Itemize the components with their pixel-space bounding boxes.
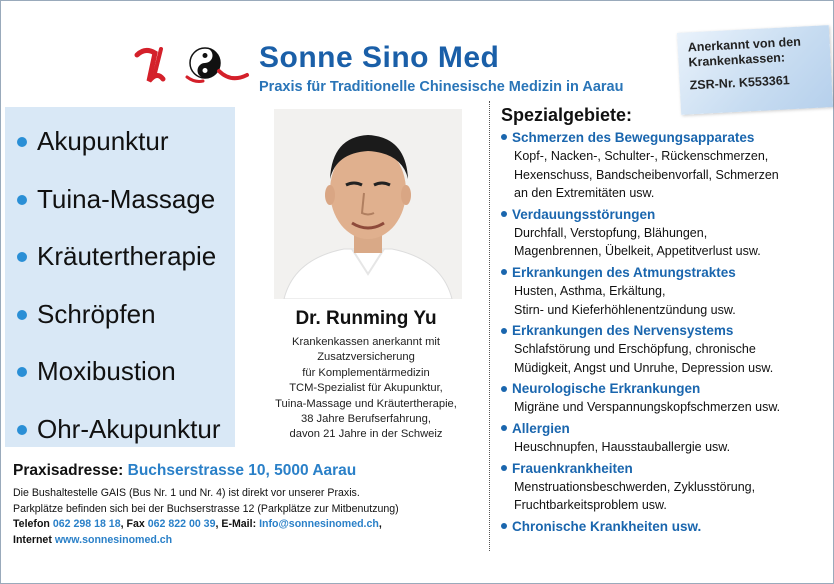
specialty-title: Erkrankungen des Atmungstraktes — [512, 264, 736, 280]
phone-link[interactable]: 062 298 18 18 — [52, 518, 121, 530]
specialty-line: Schlafstörung und Erschöpfung, chronische — [514, 342, 756, 357]
bus-info: Die Bushaltestelle GAIS (Bus Nr. 1 und Nr. 4) ist direkt vor unserer Praxis. — [13, 487, 360, 499]
specialty-title: Allergien — [512, 420, 570, 436]
bullet-icon — [17, 367, 27, 377]
badge-line-2: Krankenkassen: — [688, 50, 786, 70]
address-label: Praxisadresse: — [13, 462, 124, 479]
website-link[interactable]: www.sonnesinomed.ch — [54, 533, 173, 546]
list-item — [17, 351, 235, 409]
service-label: Tuina-Massage — [37, 183, 216, 214]
fax-number: 062 822 00 39 — [147, 518, 216, 530]
bullet-icon — [17, 425, 27, 435]
page-title: Sonne Sino Med — [259, 41, 500, 74]
address-line — [13, 462, 483, 480]
specialty-item — [499, 420, 829, 457]
specialties-heading: Spezialgebiete: — [501, 105, 633, 125]
specialty-item — [499, 322, 829, 377]
specialty-line: Kopf-, Nacken-, Schulter-, Rückenschmerzen, — [514, 149, 769, 163]
specialty-line: Migräne und Verspannungskopfschmerzen usw. — [514, 400, 781, 415]
bullet-icon — [17, 137, 27, 147]
doctor-line: Krankenkassen anerkannt mit — [291, 336, 440, 348]
specialty-line: Menstruationsbeschwerden, Zyklusstörung, — [514, 479, 756, 494]
specialty-item — [499, 129, 829, 203]
specialty-line: Stirn- und Kieferhöhlenentzündung usw. — [514, 302, 736, 317]
doctor-line: für Komplementärmedizin — [302, 366, 430, 379]
specialty-item — [499, 380, 829, 417]
insurance-badge — [677, 25, 833, 115]
bullet-icon — [501, 269, 507, 275]
bullet-icon — [501, 134, 507, 140]
logo-icon — [131, 41, 251, 85]
specialty-title: Chronische Krankheiten usw. — [512, 518, 702, 534]
doctor-line: Zusatzversicherung — [317, 351, 415, 364]
specialty-line: Müdigkeit, Angst und Unruhe, Depression usw. — [514, 360, 774, 375]
specialty-title: Verdauungsstörungen — [512, 206, 656, 222]
specialty-item — [499, 264, 829, 319]
contact-line: Telefon 062 298 18 18, Fax 062 822 00 39, E-Mail: Info@sonnesinomed.ch, — [13, 518, 382, 530]
email-link[interactable]: Info@sonnesinomed.ch — [259, 518, 379, 530]
specialty-line: Magenbrennen, Übelkeit, Appetitverlust usw. — [514, 244, 761, 259]
bullet-icon — [17, 195, 27, 205]
bullet-icon — [501, 523, 507, 529]
list-item — [17, 409, 235, 467]
column-divider — [489, 101, 490, 551]
list-item — [17, 121, 235, 179]
service-label: Akupunktur — [37, 126, 169, 156]
internet-line — [13, 533, 483, 549]
doctor-name: Dr. Runming Yu — [295, 308, 437, 329]
services-list — [5, 107, 235, 447]
page-subtitle: Praxis für Traditionelle Chinesische Medizin in Aarau — [259, 79, 624, 95]
doctor-photo — [274, 109, 462, 299]
bullet-icon — [501, 425, 507, 431]
address-block — [13, 462, 483, 548]
bullet-icon — [501, 211, 507, 217]
specialty-line: Heuschnupfen, Hausstauballergie usw. — [514, 439, 731, 454]
bullet-icon — [501, 328, 507, 334]
specialty-line: Durchfall, Verstopfung, Blähungen, — [514, 225, 708, 240]
specialties-list — [499, 129, 829, 539]
specialty-title: Schmerzen des Bewegungsapparates — [512, 130, 755, 145]
service-label: Ohr-Akupunktur — [37, 413, 221, 444]
bullet-icon — [501, 465, 507, 471]
specialty-title: Frauenkrankheiten — [512, 460, 633, 476]
specialty-item — [499, 206, 829, 261]
doctor-line: Tuina-Massage und Kräutertherapie, — [275, 397, 457, 410]
email-label: E-Mail — [221, 518, 253, 530]
list-item — [17, 236, 235, 294]
list-item — [17, 294, 235, 352]
parking-info: Parkplätze befinden sich bei der Buchserstrasse 12 (Parkplätze zur Mitbenutzung) — [13, 502, 399, 515]
address-value: Buchserstrasse 10, 5000 Aarau — [127, 462, 357, 479]
badge-line-1: Anerkannt von den — [687, 34, 802, 55]
service-label: Moxibustion — [37, 356, 176, 386]
doctor-line: TCM-Spezialist für Akupunktur, — [289, 382, 443, 395]
internet-label: Internet — [13, 533, 52, 546]
specialty-line: Husten, Asthma, Erkältung, — [514, 283, 666, 298]
bullet-icon — [17, 252, 27, 262]
doctor-description — [251, 335, 481, 443]
specialty-title: Neurologische Erkrankungen — [512, 381, 701, 397]
badge-zsr: ZSR-Nr. K553361 — [689, 73, 791, 93]
service-label: Kräutertherapie — [37, 241, 217, 271]
specialty-item — [499, 518, 829, 536]
service-label: Schröpfen — [37, 298, 156, 329]
specialty-line: Fruchtbarkeitsproblem usw. — [514, 498, 667, 513]
specialty-item — [499, 460, 829, 515]
doctor-line: 38 Jahre Berufserfahrung, — [301, 413, 431, 426]
bullet-icon — [501, 386, 507, 392]
specialty-title: Erkrankungen des Nervensystems — [512, 323, 734, 339]
doctor-line: davon 21 Jahre in der Schweiz — [289, 428, 443, 441]
specialty-line: an den Extremitäten usw. — [514, 186, 655, 201]
bullet-icon — [17, 310, 27, 320]
phone-label: Telefon — [13, 518, 50, 530]
fax-label: Fax — [126, 518, 145, 530]
specialty-line: Hexenschuss, Bandscheibenvorfall, Schmerzen — [514, 167, 779, 182]
list-item — [17, 179, 235, 237]
